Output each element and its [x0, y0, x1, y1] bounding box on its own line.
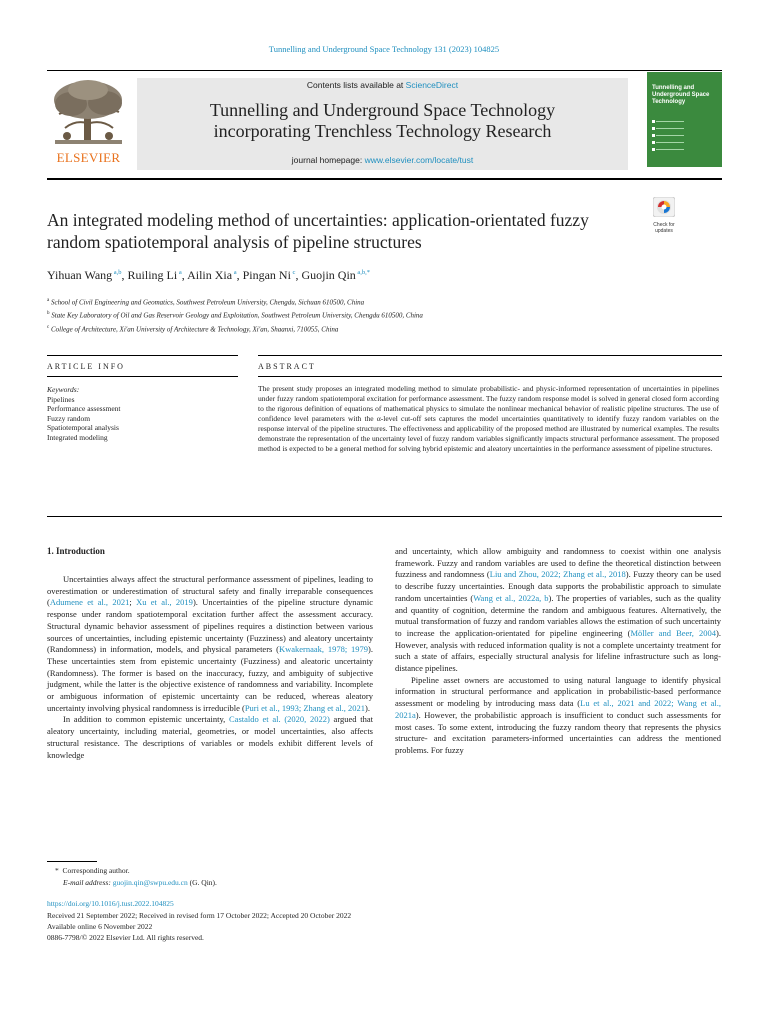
citation-link[interactable]: Castaldo et al. (2020, 2022)	[229, 714, 330, 725]
citation-link[interactable]: Wang et al., 2022a, b	[473, 592, 549, 603]
article-info-rule	[47, 355, 238, 356]
check-for-updates-button[interactable]	[649, 197, 679, 234]
received-dates: Received 21 September 2022; Received in revised form 17 October 2022; Accepted 20 October 2022	[47, 911, 352, 920]
cover-bullet	[652, 120, 655, 123]
keywords-label: Keywords:	[47, 385, 80, 394]
citation-link[interactable]: Lu et al., 2021 and 2022; Wang et al., 2021a	[395, 698, 721, 720]
affiliations	[47, 295, 423, 335]
cover-line	[656, 149, 684, 150]
crossmark-icon	[653, 197, 675, 217]
article-info-heading: ARTICLE INFO	[47, 362, 125, 371]
body-paragraph	[395, 546, 721, 675]
paragraph-text: ). However, analysis with reduced information quality is not a complete uncertainty treatment for such a state of affairs, especially structural analysis for lifeline infrastructure such as long-distance pipelines.	[395, 627, 721, 674]
author-list	[47, 268, 370, 283]
affiliation-text: College of Architecture, Xi'an University of Architecture & Technology, Xi'an, Shaanxi, 710055, China	[49, 324, 339, 333]
check-for-updates-label: Check for updates	[653, 222, 675, 234]
cover-bullet	[652, 148, 655, 151]
article-info-subrule	[47, 376, 238, 377]
paragraph-text: ). These uncertainties stem from epistemic uncertainty (Fuzziness) and aleatoric uncertainty (Randomness). The former is based on the inaccuracy, fuzzy, and ambiguity of subjective judgment, while the latter is the objective existence of randomness and variability. Incomplete or ambiguous information of epistemic uncertainty can be reduced, whereas aleatory uncertainty involving physical randomness is irreducible (	[47, 644, 373, 713]
contents-prefix: Contents lists available at	[306, 80, 406, 90]
paragraph-text: ). The properties of variables, such as the quality and quantity of cognition, determine the random and ambiguous features. Alternatively, the mutual transformation of fuzzy and random variables allows the estimation of such uncertainty to increase the application-orientated for pipeline engineering (	[395, 592, 721, 638]
citation-link[interactable]: Kwakernaak, 1978; 1979	[278, 644, 369, 655]
keyword-item: Integrated modeling	[47, 432, 108, 442]
affiliation-line	[47, 308, 423, 321]
author-name[interactable]: Pingan Ni	[242, 268, 291, 282]
corresponding-text: Corresponding author.	[62, 866, 130, 875]
citation-link[interactable]: Adumene et al., 2021	[49, 597, 130, 608]
contents-line	[137, 80, 628, 90]
cover-line	[656, 121, 684, 122]
paragraph-text: Pipeline asset owners are accustomed to using natural language to identify physical information in structural performance and application in probabilistic-based performance assessment or modeling by introducing mass data (	[395, 674, 721, 709]
email-suffix: (G. Qin).	[189, 878, 217, 887]
keyword-item: Pipelines	[47, 394, 75, 404]
journal-homepage-link[interactable]: www.elsevier.com/locate/tust	[364, 155, 474, 165]
author-affiliation-marker[interactable]: a,b,*	[355, 269, 371, 276]
paragraph-text: ). Fuzzy theory can be used to describe fuzzy uncertainties. Enough data supports the probabilistic approach to simulate random uncertainties (	[395, 569, 721, 603]
publisher-wordmark: ELSEVIER	[56, 150, 121, 165]
header-rule-bottom	[47, 178, 722, 180]
author-separator: ,	[295, 268, 302, 282]
copyright: 0886-7798/© 2022 Elsevier Ltd. All rights reserved.	[47, 933, 204, 942]
body-paragraph	[395, 675, 721, 757]
author-name[interactable]: Ailin Xia	[187, 268, 233, 282]
paragraph-text: argued that aleatory uncertainty, including material, geometries, or model uncertainties, also affects structural resistance. The descriptions of variables or models exhibit different levels of knowledge	[47, 714, 373, 760]
email-link[interactable]: guojin.qin@swpu.edu.cn	[112, 878, 188, 887]
available-online: Available online 6 November 2022	[47, 922, 153, 931]
section-heading-introduction: 1. Introduction	[47, 546, 105, 556]
body-paragraph	[47, 574, 373, 714]
abstract-subrule	[258, 376, 722, 377]
footnote-rule	[47, 861, 97, 862]
corresponding-author-note	[55, 865, 130, 877]
author-separator: ,	[181, 268, 188, 282]
citation-link[interactable]: Puri et al., 1993; Zhang et al., 2021	[244, 702, 365, 713]
abstract-text: The present study proposes an integrated modeling method to simulate probabilistic- and physic-informed representation of uncertainties in pipelines under fuzzy random spatiotemporal excitation for performance assessment. The fuzzy random response model is solved in general closed form according to the rigorous definition of equations of mathematical physics to simulate the nonlinear mechanical behavior of realistic pipeline structures. The use of confidence level parameters with the α-level cut-off sets captures the model uncertainties quantitatively to identify fuzzy random variables on the response interval of the pipeline structures. The effectiveness and applicability of the proposed method are illustrated by numerical examples. The results demonstrate the representation of the uncertainty level of fuzzy random variables significantly impacts structural performance assessment. The proposed method is expected to be a general method for solving hybrid epistemic and aleatory uncertainties in the performance assessment of pipeline structures.	[258, 384, 719, 453]
paragraph-text: In addition to common epistemic uncertainty,	[63, 714, 230, 725]
cover-bullet	[652, 134, 655, 137]
paragraph-text: ). However, the probabilistic approach is insufficient to conduct such assessments for most cases. To some extent, introducing the fuzzy random theory that represents the physics structure- and excitation parameters-informed uncertainties can address the mentioned problems. For fuzzy	[395, 709, 721, 755]
citation-link[interactable]: Möller and Beer, 2004	[630, 627, 717, 638]
affiliation-marker: b	[47, 311, 50, 317]
affiliation-text: State Key Laboratory of Oil and Gas Reservoir Geology and Exploitation, Southwest Petroleum University, Chengdu 610500, China	[49, 311, 423, 320]
paragraph-text: and uncertainty, which allow ambiguity and randomness to coexist within one analysis framework. Fuzzy and random variables are used to define the theoretical distinction between fuzziness and randomness (	[395, 546, 721, 580]
body-right-column	[395, 546, 721, 757]
sciencedirect-link[interactable]: ScienceDirect	[405, 80, 459, 90]
cover-bullet	[652, 127, 655, 130]
paragraph-text: Uncertainties always affect the structural performance assessment of pipelines, leading to overestimation or underestimation of structural safety and finally irreparable consequences (	[47, 574, 373, 608]
journal-title-line2: incorporating Trenchless Technology Research	[213, 121, 552, 141]
author-affiliation-marker[interactable]: a	[177, 269, 182, 276]
email-label: E-mail address:	[63, 878, 111, 887]
author-separator: ,	[121, 268, 128, 282]
author-name[interactable]: Guojin Qin	[301, 268, 356, 282]
abstract-bottom-rule	[47, 516, 722, 517]
author-name[interactable]: Ruiling Li	[127, 268, 178, 282]
cover-title: Tunnelling and Underground Space Technology	[652, 85, 710, 105]
body-left-column	[47, 574, 373, 761]
doi-link[interactable]: https://doi.org/10.1016/j.tust.2022.104825	[47, 899, 174, 908]
author-name[interactable]: Yihuan Wang	[47, 268, 113, 282]
journal-title-line1: Tunnelling and Underground Space Technology	[209, 100, 556, 120]
keyword-item: Fuzzy random	[47, 413, 91, 423]
abstract-rule	[258, 355, 722, 356]
keyword-item: Performance assessment	[47, 404, 121, 413]
author-affiliation-marker[interactable]: a,b	[112, 269, 122, 276]
affiliation-marker: a	[47, 298, 50, 303]
paragraph-text: ;	[129, 597, 137, 608]
abstract-heading: ABSTRACT	[258, 362, 316, 371]
email-note	[63, 877, 217, 889]
paragraph-text: ). Uncertainties of the pipeline structure dynamic response under random spatiotemporal excitation further affect the assessment accuracy. Structural dynamic behavior assessment of pipelines requires a distinction between various sources of uncertainties, including epistemic uncertainty (Fuzziness) and aleatory uncertainty (Randomness) in information, models, and physical parameters (	[47, 597, 373, 655]
paragraph-text: ).	[364, 702, 370, 713]
cover-line	[656, 142, 684, 143]
keywords-block	[47, 385, 121, 442]
journal-cover-thumbnail[interactable]	[647, 72, 722, 167]
affiliation-text: School of Civil Engineering and Geomatics, Southwest Petroleum University, Chengdu, Sichuan 610500, China	[49, 298, 365, 307]
journal-homepage-line	[137, 155, 628, 165]
homepage-prefix: journal homepage:	[291, 155, 365, 165]
cover-line	[656, 135, 684, 136]
journal-citation-link[interactable]: Tunnelling and Underground Space Technology 131 (2023) 104825	[268, 44, 500, 54]
article-title: An integrated modeling method of uncertainties: application-orientated fuzzy random spatiotemporal analysis of pipeline structures	[47, 210, 589, 252]
cover-line	[656, 128, 684, 129]
corresponding-mark: *	[55, 866, 59, 875]
author-affiliation-marker[interactable]: a	[232, 269, 237, 276]
affiliation-marker: c	[47, 324, 50, 330]
body-paragraph	[47, 714, 373, 761]
citation-link[interactable]: Liu and Zhou, 2022; Zhang et al., 2018	[489, 569, 626, 580]
header-rule-top	[47, 70, 722, 71]
author-separator: ,	[236, 268, 243, 282]
cover-bullet	[652, 141, 655, 144]
citation-link[interactable]: Xu et al., 2019	[136, 597, 193, 608]
affiliation-line	[47, 322, 423, 335]
author-affiliation-marker[interactable]: c	[290, 269, 296, 276]
journal-title	[137, 100, 628, 142]
affiliation-line	[47, 295, 423, 308]
keyword-item: Spatiotemporal analysis	[47, 423, 119, 432]
